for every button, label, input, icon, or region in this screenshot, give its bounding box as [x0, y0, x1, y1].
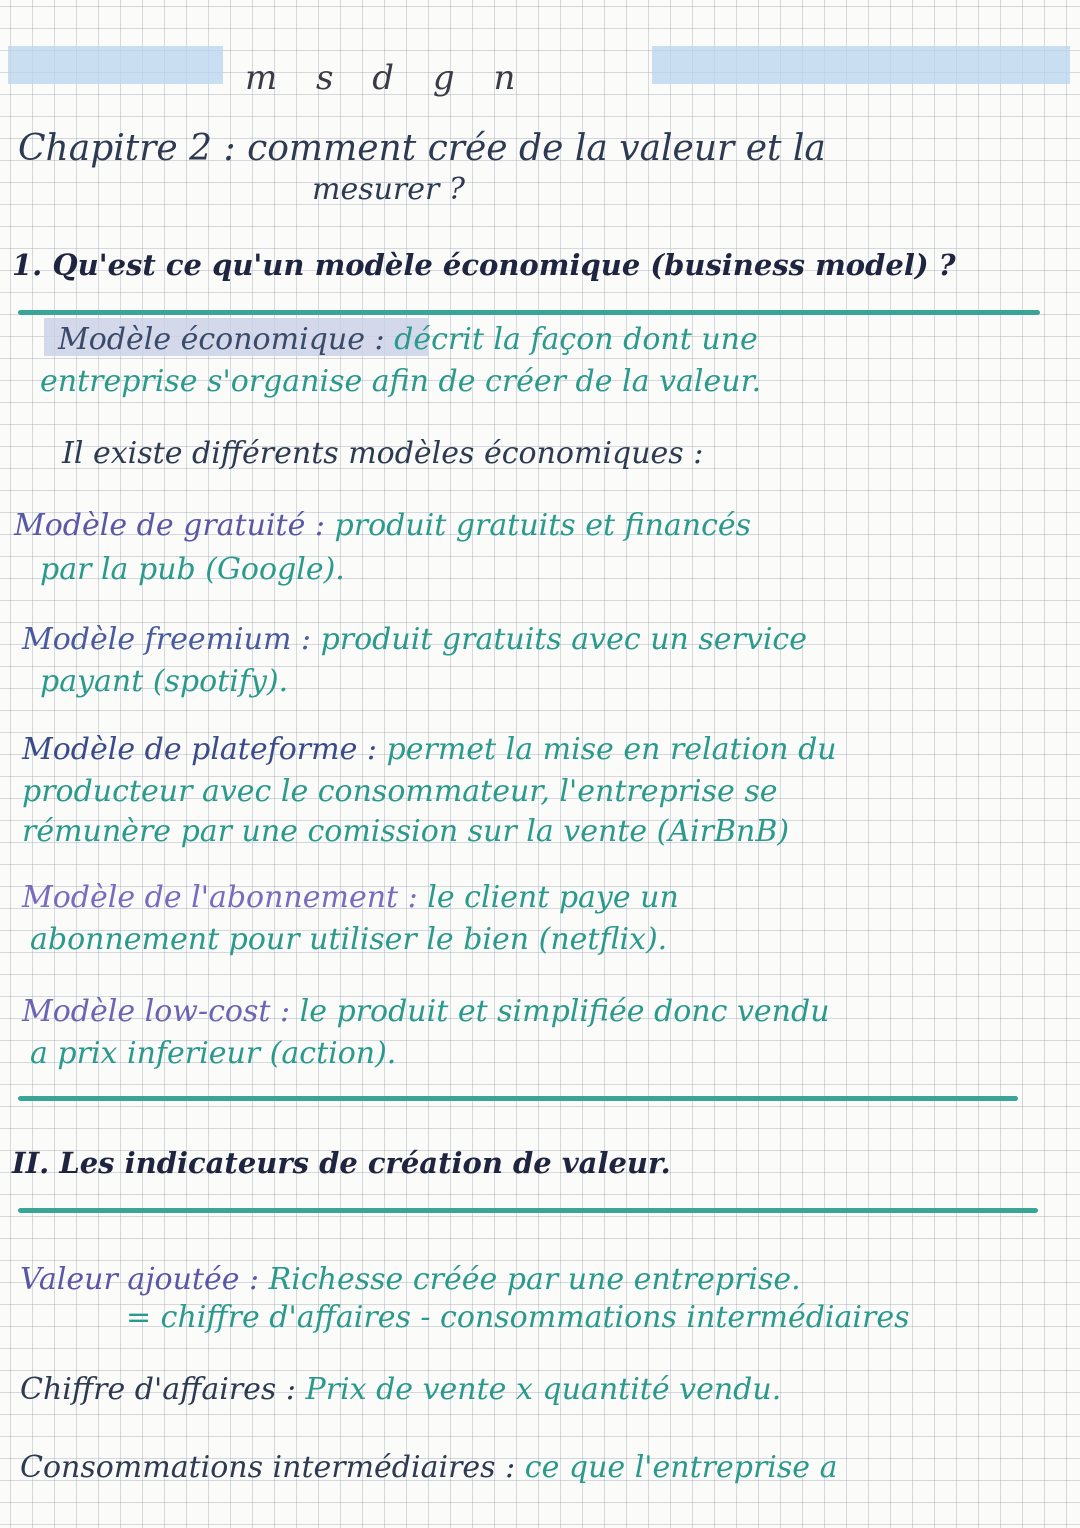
chiffre-affaires-line	[20, 1372, 781, 1407]
chiffre-affaires-term: Chiffre d'affaires :	[20, 1372, 296, 1407]
chapter-title-line2: mesurer ?	[312, 172, 465, 207]
section1-end-rule	[18, 1096, 1018, 1101]
section1-heading: 1. Qu'est ce qu'un modèle économique (business model) ?	[12, 248, 956, 282]
model-lowcost-line1	[22, 994, 830, 1029]
model-plateforme-text: permet la mise en relation du	[386, 732, 837, 767]
definition-text-1: décrit la façon dont une	[394, 322, 758, 357]
model-freemium-term: Modèle freemium :	[22, 622, 312, 657]
model-gratuite-line2: par la pub (Google).	[40, 552, 345, 587]
definition-line2: entreprise s'organise afin de créer de la valeur.	[40, 364, 762, 399]
model-gratuite-text: produit gratuits et financés	[334, 508, 752, 543]
valeur-ajoutee-line	[20, 1262, 801, 1297]
chiffre-affaires-def: Prix de vente x quantité vendu.	[305, 1372, 782, 1407]
consommations-term: Consommations intermédiaires :	[20, 1450, 516, 1485]
model-plateforme-line2: producteur avec le consommateur, l'entreprise se	[22, 774, 778, 809]
model-gratuite-term: Modèle de gratuité :	[14, 508, 325, 543]
model-abonnement-term: Modèle de l'abonnement :	[22, 880, 418, 915]
models-intro: Il existe différents modèles économiques :	[62, 436, 704, 471]
model-freemium-line2: payant (spotify).	[40, 664, 289, 699]
consommations-line	[20, 1450, 837, 1485]
model-abonnement-line1	[22, 880, 679, 915]
model-plateforme-term: Modèle de plateforme :	[22, 732, 377, 767]
section1-rule	[18, 310, 1040, 315]
valeur-ajoutee-term: Valeur ajoutée :	[20, 1262, 260, 1297]
model-lowcost-term: Modèle low-cost :	[22, 994, 291, 1029]
definition-term: Modèle économique :	[58, 322, 385, 357]
valeur-ajoutee-def: Richesse créée par une entreprise.	[268, 1262, 801, 1297]
section2-heading: II. Les indicateurs de création de valeur.	[12, 1146, 671, 1180]
model-freemium-line1	[22, 622, 807, 657]
chapter-title-line1: Chapitre 2 : comment crée de la valeur et la	[18, 128, 826, 169]
section2-rule	[18, 1208, 1038, 1213]
model-abonnement-line2: abonnement pour utiliser le bien (netflix).	[30, 922, 668, 957]
valeur-ajoutee-formula: = chiffre d'affaires - consommations intermédiaires	[126, 1300, 910, 1335]
model-gratuite-line1	[14, 508, 751, 543]
top-highlight-left	[8, 46, 223, 84]
model-lowcost-line2: a prix inferieur (action).	[30, 1036, 397, 1071]
model-freemium-text: produit gratuits avec un service	[320, 622, 807, 657]
definition-line1	[58, 322, 758, 357]
model-plateforme-line1	[22, 732, 837, 767]
model-plateforme-line3: rémunère par une comission sur la vente (AirBnB)	[22, 814, 790, 849]
consommations-def: ce que l'entreprise a	[524, 1450, 838, 1485]
top-highlight-right	[652, 46, 1070, 84]
model-lowcost-text: le produit et simplifiée donc vendu	[299, 994, 830, 1029]
model-abonnement-text: le client paye un	[427, 880, 679, 915]
top-strip-text: m s d g n	[245, 58, 530, 98]
